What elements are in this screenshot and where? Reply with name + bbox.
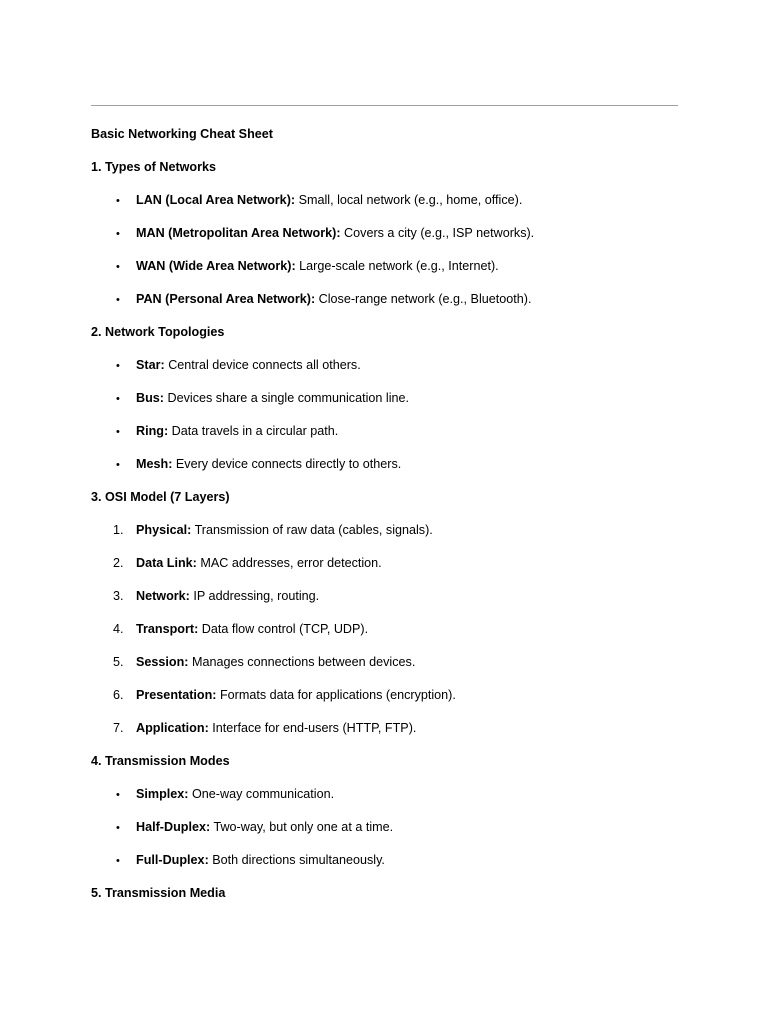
section-heading: 3. OSI Model (7 Layers) (91, 490, 230, 504)
list-item (91, 355, 691, 388)
document-title: Basic Networking Cheat Sheet (91, 127, 273, 141)
list-item (91, 652, 691, 685)
section-heading: 4. Transmission Modes (91, 754, 230, 768)
list-item (91, 520, 691, 553)
list-item-term: WAN (Wide Area Network): (136, 259, 296, 273)
list-item-desc: Central device connects all others. (164, 358, 361, 372)
list-item-desc: IP addressing, routing. (189, 589, 320, 603)
section-heading: 2. Network Topologies (91, 325, 225, 339)
list-item (91, 619, 691, 652)
list-item-term: MAN (Metropolitan Area Network): (136, 226, 341, 240)
list-item-desc: Small, local network (e.g., home, office). (295, 193, 523, 207)
list-item (91, 454, 691, 487)
list-item-term: Star: (136, 358, 165, 372)
list-item-term: Network: (136, 589, 190, 603)
list-item-term: Data Link: (136, 556, 197, 570)
list-item (91, 190, 691, 223)
list-item (91, 718, 691, 751)
list-item-desc: Large-scale network (e.g., Internet). (295, 259, 499, 273)
bullet-marker: • (116, 261, 120, 273)
list-item-term: Mesh: (136, 457, 173, 471)
section-heading: 1. Types of Networks (91, 160, 217, 174)
list-item-desc: Data travels in a circular path. (168, 424, 339, 438)
list-item-desc: Close-range network (e.g., Bluetooth). (315, 292, 532, 306)
bullet-marker: • (116, 294, 120, 306)
section-heading: 5. Transmission Media (91, 886, 226, 900)
list-item-desc: Covers a city (e.g., ISP networks). (340, 226, 535, 240)
list-item-term: Physical: (136, 523, 192, 537)
list-item (91, 388, 691, 421)
list-item-desc: Both directions simultaneously. (208, 853, 385, 867)
number-marker: 7. (113, 721, 124, 735)
bullet-marker: • (116, 855, 120, 867)
list-item-term: Bus: (136, 391, 164, 405)
list-item (91, 817, 691, 850)
list-item-term: LAN (Local Area Network): (136, 193, 296, 207)
list-item-desc: Transmission of raw data (cables, signals). (191, 523, 433, 537)
list-item-desc: Two-way, but only one at a time. (210, 820, 394, 834)
list-item (91, 586, 691, 619)
list-item (91, 850, 691, 883)
number-marker: 2. (113, 556, 124, 570)
list-item (91, 256, 691, 289)
list-item-term: Full-Duplex: (136, 853, 209, 867)
list-item (91, 223, 691, 256)
list-item-term: Half-Duplex: (136, 820, 211, 834)
list-item-term: Simplex: (136, 787, 189, 801)
number-marker: 6. (113, 688, 124, 702)
list-item (91, 685, 691, 718)
list-item (91, 784, 691, 817)
list-item-term: Session: (136, 655, 189, 669)
list-item-desc: Manages connections between devices. (188, 655, 416, 669)
bullet-marker: • (116, 789, 120, 801)
number-marker: 1. (113, 523, 124, 537)
bullet-marker: • (116, 228, 120, 240)
number-marker: 5. (113, 655, 124, 669)
number-marker: 3. (113, 589, 124, 603)
horizontal-rule (91, 105, 678, 106)
bullet-marker: • (116, 822, 120, 834)
bullet-marker: • (116, 459, 120, 471)
list-item-term: PAN (Personal Area Network): (136, 292, 316, 306)
list-item (91, 553, 691, 586)
bullet-marker: • (116, 393, 120, 405)
list-item-term: Ring: (136, 424, 169, 438)
document-content (91, 124, 691, 916)
list-item-term: Application: (136, 721, 209, 735)
list-item (91, 421, 691, 454)
list-item (91, 289, 691, 322)
number-marker: 4. (113, 622, 124, 636)
list-item-term: Presentation: (136, 688, 217, 702)
bullet-marker: • (116, 360, 120, 372)
list-item-desc: Interface for end-users (HTTP, FTP). (208, 721, 417, 735)
list-item-desc: Formats data for applications (encryption). (216, 688, 456, 702)
bullet-marker: • (116, 195, 120, 207)
list-item-desc: Devices share a single communication line. (164, 391, 409, 405)
list-item-desc: Every device connects directly to others. (172, 457, 402, 471)
list-item-desc: MAC addresses, error detection. (196, 556, 382, 570)
list-item-term: Transport: (136, 622, 199, 636)
list-item-desc: One-way communication. (188, 787, 335, 801)
bullet-marker: • (116, 426, 120, 438)
list-item-desc: Data flow control (TCP, UDP). (198, 622, 369, 636)
